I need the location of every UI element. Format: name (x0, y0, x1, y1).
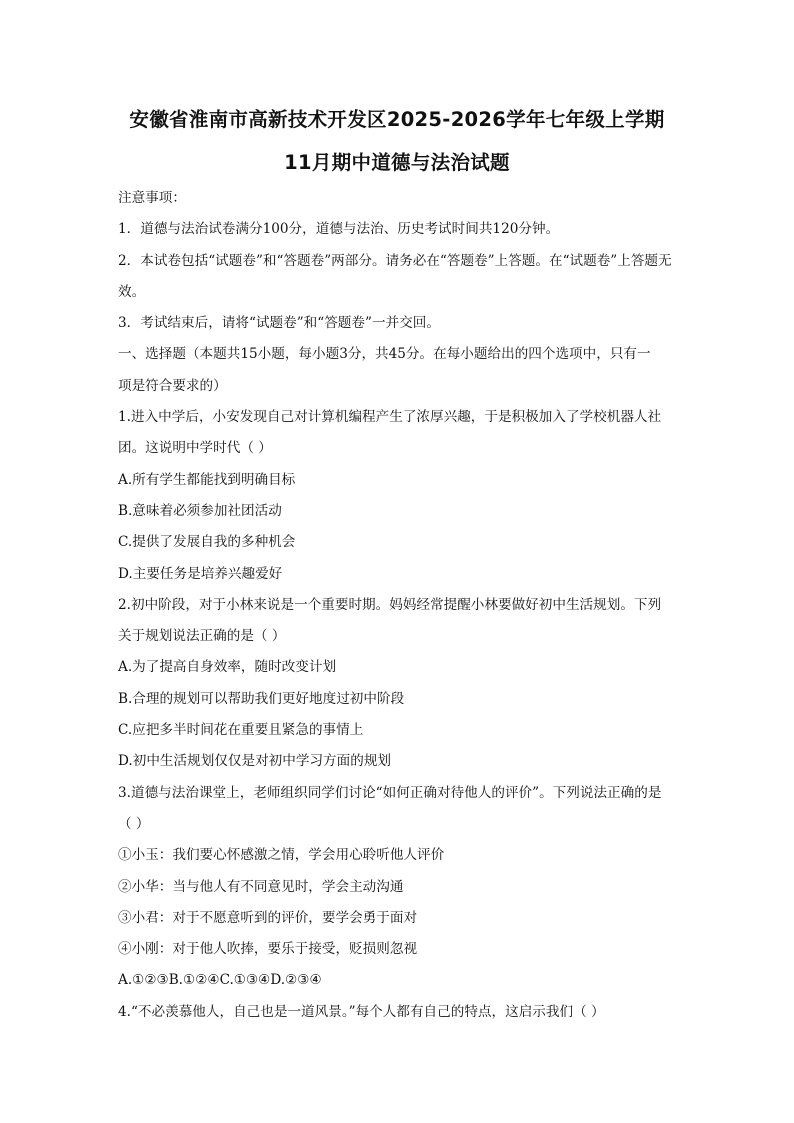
question-3-stem-cont: （ ） (118, 815, 150, 832)
question-1-stem-cont: 团。这说明中学时代（ ） (118, 440, 272, 457)
document-title-line-2: 11月期中道德与法治试题 (284, 151, 510, 174)
notice-item-2-cont: 效。 (118, 283, 146, 300)
question-3-statement-1: ①小玉：我们要心怀感激之情，学会用心聆听他人评价 (118, 847, 445, 864)
section-heading-cont: 项是符合要求的） (118, 377, 227, 394)
question-1-stem: 1.进入中学后，小安发现自己对计算机编程产生了浓厚兴趣，于是积极加入了学校机器人社 (118, 409, 662, 426)
notice-item-3: 3．考试结束后，请将“试题卷”和“答题卷”一并交回。 (118, 315, 440, 332)
document-body (118, 183, 678, 1028)
question-2-stem-cont: 关于规划说法正确的是（ ） (118, 628, 286, 645)
question-3-stem: 3.道德与法治课堂上，老师组织同学们讨论“如何正确对待他人的评价”。下列说法正确的是 (118, 784, 662, 801)
question-1-option-b: B.意味着必须参加社团活动 (118, 502, 282, 519)
notice-heading: 注意事项： (118, 190, 186, 206)
question-1-option-a: A.所有学生都能找到明确目标 (118, 471, 296, 488)
question-2-option-b: B.合理的规划可以帮助我们更好地度过初中阶段 (118, 690, 405, 707)
question-4-stem: 4.“不必羡慕他人，自己也是一道风景。”每个人都有自己的特点，这启示我们（ ） (118, 1003, 605, 1020)
question-3-options: A.①②③B.①②④C.①③④D.②③④ (118, 972, 322, 989)
question-2-stem: 2.初中阶段，对于小林来说是一个重要时期。妈妈经常提醒小林要做好初中生活规划。下列 (118, 596, 662, 613)
notice-item-1: 1．道德与法治试卷满分100分，道德与法治、历史考试时间共120分钟。 (118, 221, 560, 238)
question-1-option-c: C.提供了发展自我的多种机会 (118, 534, 296, 551)
question-2-option-a: A.为了提高自身效率，随时改变计划 (118, 659, 337, 676)
notice-item-2: 2．本试卷包括“试题卷”和“答题卷”两部分。请务必在“答题卷”上答题。在“试题卷”上答题无 (118, 252, 672, 269)
question-3-statement-4: ④小刚：对于他人吹捧，要乐于接受，贬损则忽视 (118, 941, 418, 958)
question-3-statement-3: ③小君：对于不愿意听到的评价，要学会勇于面对 (118, 909, 418, 926)
document-title-line-1: 安徽省淮南市高新技术开发区2025-2026学年七年级上学期 (129, 108, 665, 131)
question-2-option-c: C.应把多半时间花在重要且紧急的事情上 (118, 722, 364, 739)
question-2-option-d: D.初中生活规划仅仅是对初中学习方面的规划 (118, 753, 392, 770)
question-3-statement-2: ②小华：当与他人有不同意见时，学会主动沟通 (118, 878, 404, 895)
question-1-option-d: D.主要任务是培养兴趣爱好 (118, 565, 283, 582)
section-heading: 一、选择题（本题共15小题，每小题3分，共45分。在每小题给出的四个选项中，只有一 (118, 346, 651, 363)
